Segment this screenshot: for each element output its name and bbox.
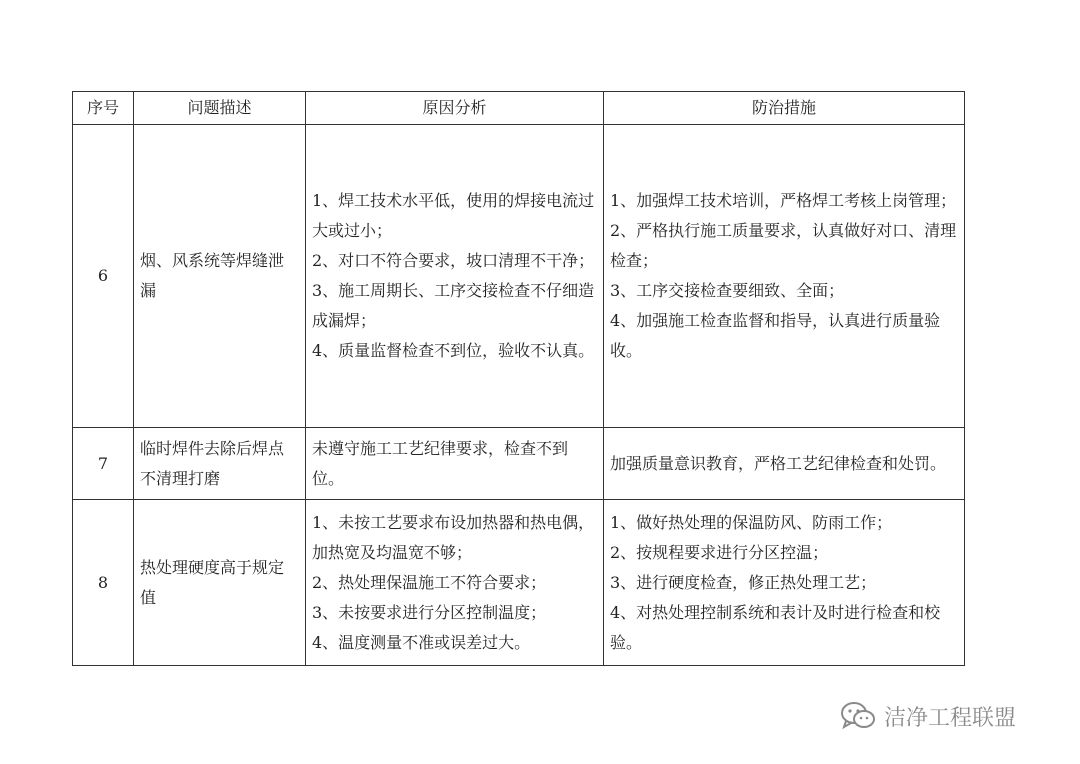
cause-item: 1、焊工技术水平低，使用的焊接电流过大或过小； [312,191,595,240]
cause-item: 4、温度测量不准或误差过大。 [312,632,531,652]
row-measures [604,500,965,666]
table-row [73,125,965,428]
table-row [73,500,965,666]
cause-item: 2、对口不符合要求，坡口清理不干净； [312,251,595,270]
cause-item: 3、未按要求进行分区控制温度； [312,602,547,622]
measure-item: 加强质量意识教育，严格工艺纪律检查和处罚。 [610,453,947,473]
header-num: 序号 [73,92,134,125]
wechat-icon [840,700,876,732]
measure-item: 4、对热处理控制系统和表计及时进行检查和校验。 [610,602,941,652]
measure-item: 4、加强施工检查监督和指导，认真进行质量验收。 [610,311,941,360]
header-causes: 原因分析 [306,92,604,125]
header-issue: 问题描述 [134,92,306,125]
row-causes [306,500,604,666]
row-issue: 热处理硬度高于规定值 [134,500,306,666]
measure-item: 3、进行硬度检查，修正热处理工艺； [610,572,877,592]
cause-item: 1、未按工艺要求布设加热器和热电偶，加热宽及均温宽不够； [312,512,595,562]
row-num: 7 [73,428,134,500]
measure-item: 2、严格执行施工质量要求，认真做好对口、清理检查； [610,221,957,270]
measure-item: 1、做好热处理的保温防风、防雨工作； [610,512,893,532]
header-measures: 防治措施 [604,92,965,125]
row-issue: 临时焊件去除后焊点不清理打磨 [134,428,306,500]
row-num: 8 [73,500,134,666]
measure-item: 3、工序交接检查要细致、全面； [610,281,845,300]
watermark [840,700,1016,732]
measure-item: 2、按规程要求进行分区控温； [610,542,829,562]
table-row [73,428,965,500]
table-header-row [73,92,965,125]
row-issue: 烟、风系统等焊缝泄漏 [134,125,306,428]
cause-item: 未遵守施工工艺纪律要求，检查不到位。 [312,438,569,488]
cause-item: 3、施工周期长、工序交接检查不仔细造成漏焊； [312,281,595,330]
cause-item: 2、热处理保温施工不符合要求； [312,572,547,592]
row-causes [306,125,604,428]
cause-item: 4、质量监督检查不到位，验收不认真。 [312,341,595,360]
row-causes [306,428,604,500]
row-measures [604,428,965,500]
quality-issues-table [72,91,965,666]
row-num: 6 [73,125,134,428]
measure-item: 1、加强焊工技术培训，严格焊工考核上岗管理； [610,191,957,210]
watermark-text: 洁净工程联盟 [884,705,1017,731]
row-measures [604,125,965,428]
